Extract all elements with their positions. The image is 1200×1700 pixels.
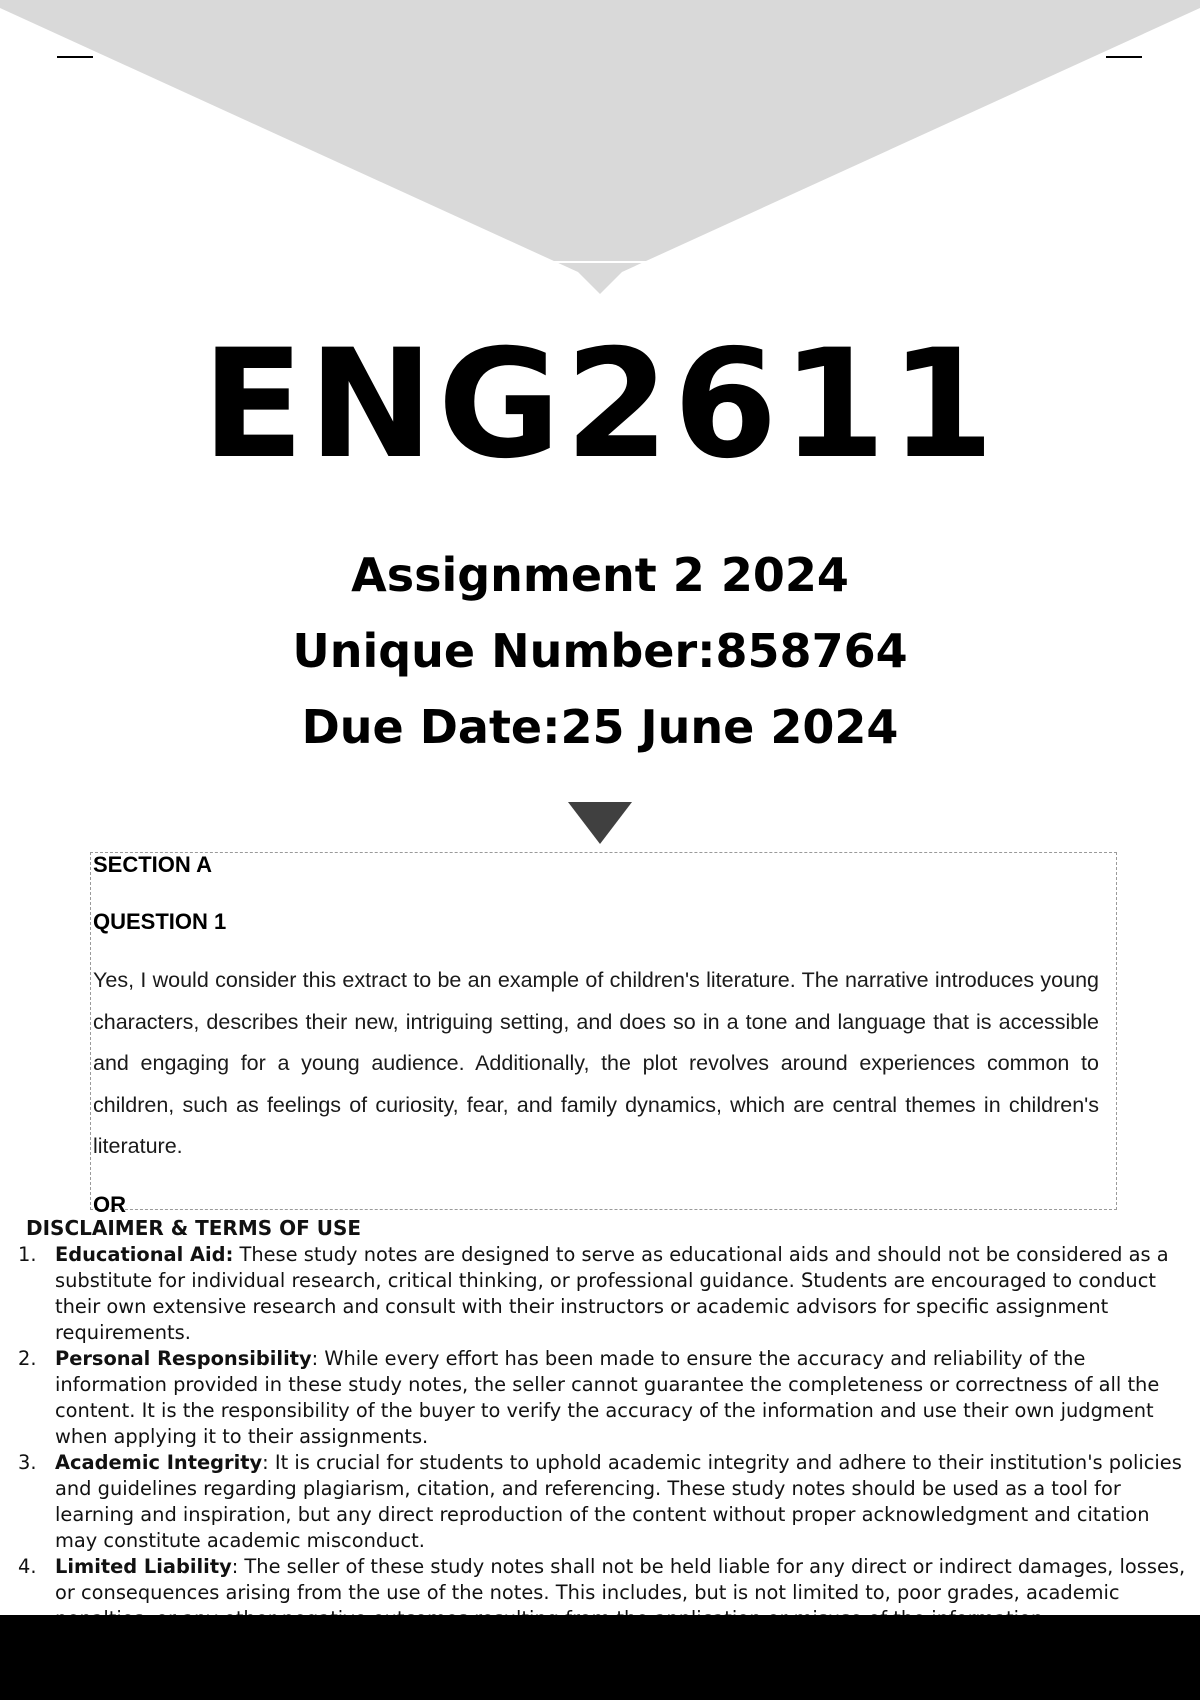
assignment-text: Assignment 2 2024 [351, 548, 849, 602]
unique-number-label: Unique Number: [292, 624, 716, 678]
disclaimer-item-personal-responsibility [0, 1346, 1200, 1450]
due-date-value: 25 June 2024 [560, 700, 899, 754]
question-heading: QUESTION 1 [93, 909, 227, 934]
disclaimer-item-educational-aid [0, 1242, 1200, 1346]
list-number: 3. [18, 1451, 37, 1474]
disclaimer-text: : The seller of these study notes shall not be held liable for any direct or indirect damages, losses, or consequences arising from the use of the notes. This includes, but is not limited to, poor grades, academic [55, 1555, 1186, 1604]
disclaimer-text: : While every effort has been made to ensure the accuracy and reliability of the information provided in these study notes, the seller cannot guarantee the completeness or correctness of all the content. It is the responsibility of the buyer to verify the accuracy of the information and use their own judgment when applying it to their assignments. [55, 1347, 1160, 1448]
disclaimer-section [0, 1215, 1200, 1615]
unique-number-line [0, 624, 1200, 678]
disclaimer-text: : It is crucial for students to uphold academic integrity and adhere to their institution's policies and guidelines regarding plagiarism, citation, and referencing. These study notes should be used as a tool for learning and inspiration, but any direct reproduction of the content without proper acknowledgment and citation may constitute academic misconduct. [55, 1451, 1182, 1552]
due-date-label: Due Date: [301, 700, 561, 754]
list-number: 4. [18, 1555, 37, 1578]
disclaimer-term: Personal Responsibility [55, 1347, 312, 1370]
disclaimer-item-academic-integrity [0, 1450, 1200, 1554]
disclaimer-text: These study notes are designed to serve as educational aids and should not be considered as a substitute for individual research, critical thinking, or professional guidance. Students are encouraged to conduct their own extensive research and consult with their instructors or academic advisors for specific assignment requirements. [55, 1243, 1169, 1344]
disclaimer-list [0, 1242, 1200, 1632]
disclaimer-term: Limited Liability [55, 1555, 232, 1578]
unique-number-value: 858764 [715, 624, 908, 678]
corner-line-left [57, 56, 93, 58]
disclaimer-title: DISCLAIMER & TERMS OF USE [26, 1216, 362, 1240]
section-a-textbox [90, 852, 1117, 1217]
list-number: 1. [18, 1243, 37, 1266]
disclaimer-term: Academic Integrity [55, 1451, 263, 1474]
bottom-black-bar [0, 1615, 1200, 1700]
course-code-title: ENG2611 [201, 318, 999, 492]
or-label: OR [93, 1192, 126, 1217]
due-date-line [0, 700, 1200, 754]
down-triangle-icon [568, 802, 632, 844]
disclaimer-term: Educational Aid: [55, 1243, 234, 1266]
list-number: 2. [18, 1347, 37, 1370]
question-1-answer: Yes, I would consider this extract to be an example of children's literature. The narrative introduces young characters, describes their new, intriguing setting, and does so in a tone and language that is accessible and engaging for a young audience. Additionally, the plot revolves around experiences common to children, such as feelings of curiosity, fear, and family dynamics, which are central themes in children's literature. [93, 968, 1099, 1158]
corner-line-right [1106, 56, 1142, 58]
assignment-line [0, 548, 1200, 602]
top-banner-chevron [0, 0, 1200, 300]
section-heading: SECTION A [93, 852, 212, 877]
